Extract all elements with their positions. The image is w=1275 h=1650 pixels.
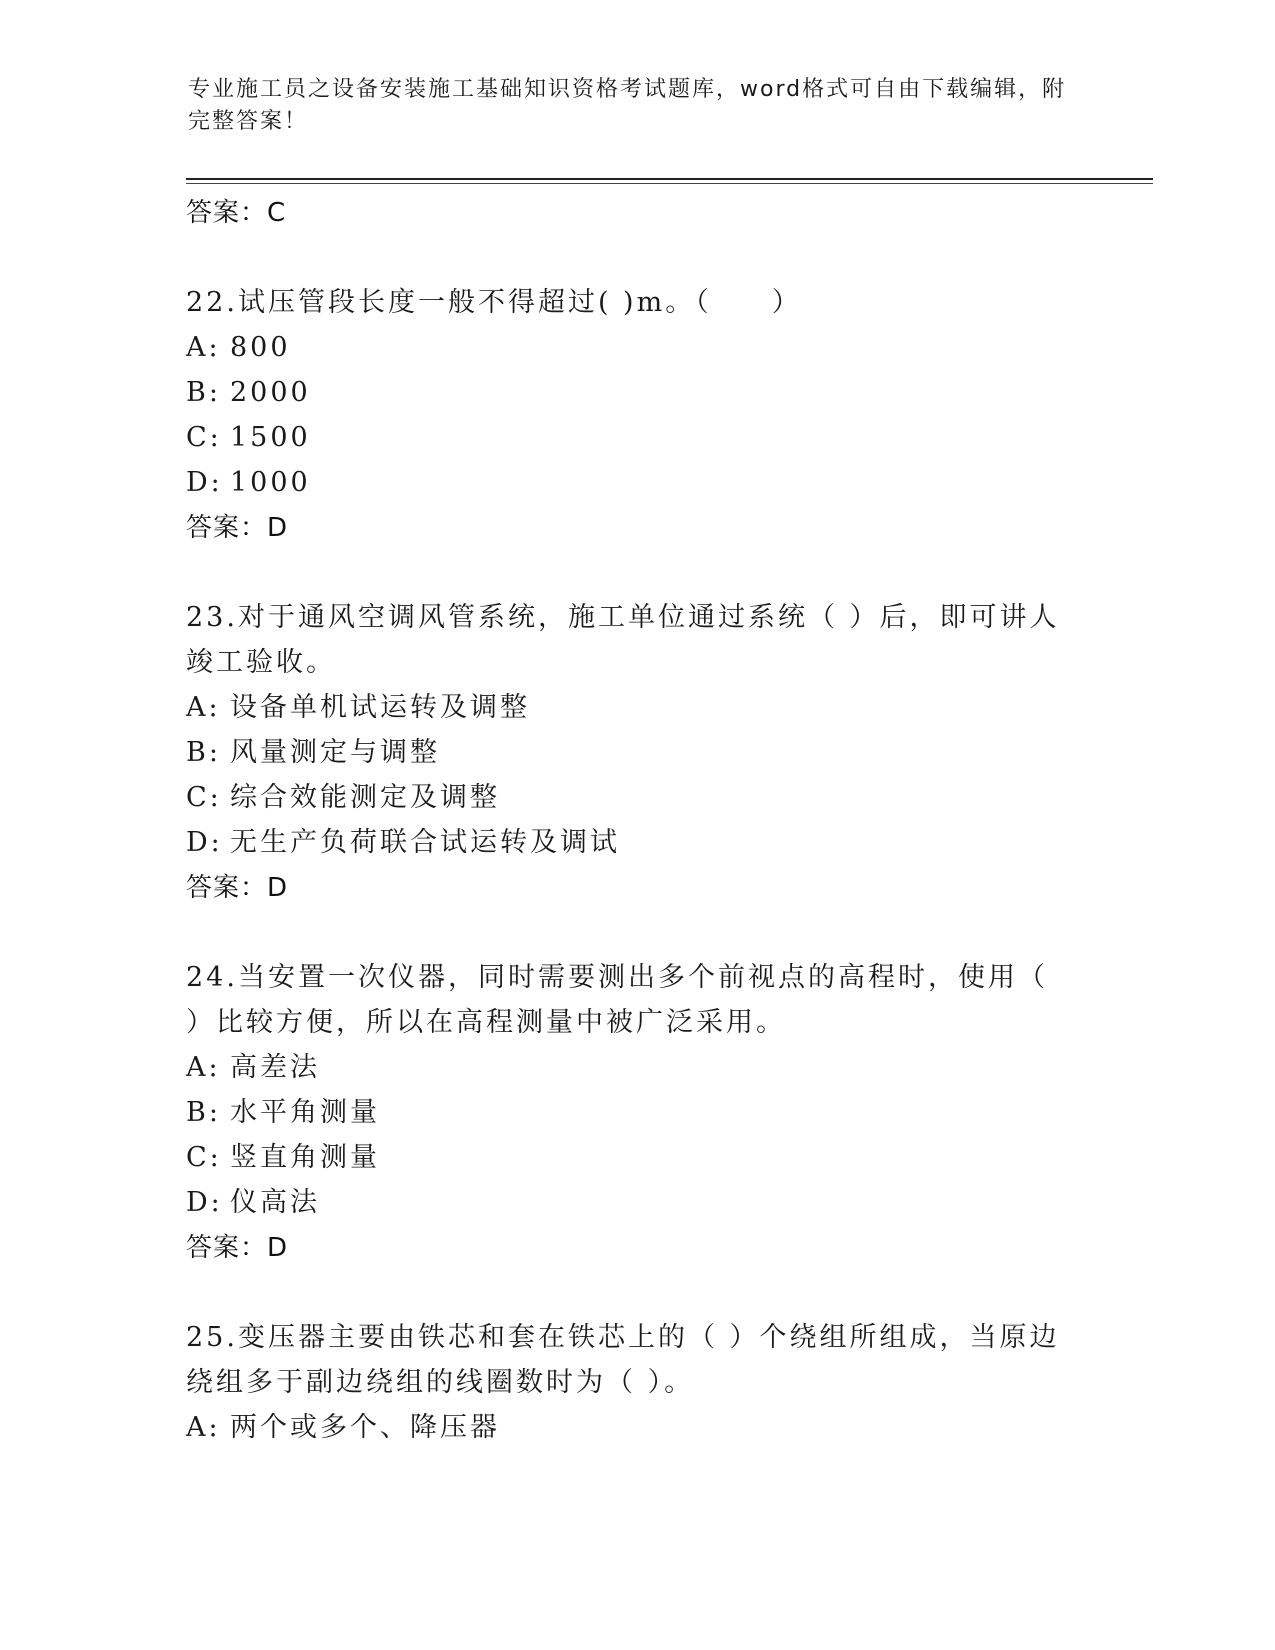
question-item bbox=[186, 955, 1086, 1271]
option-text: 综合效能测定及调整 bbox=[230, 782, 500, 813]
header-divider bbox=[186, 178, 1153, 180]
document-body bbox=[186, 190, 1086, 1450]
option-text: 仪高法 bbox=[230, 1187, 320, 1218]
option-text: 无生产负荷联合试运转及调试 bbox=[230, 827, 620, 858]
option-row bbox=[186, 1045, 1086, 1090]
option-text: 2000 bbox=[230, 377, 311, 408]
header-divider-secondary bbox=[186, 183, 1153, 184]
option-key: D: bbox=[186, 1187, 223, 1218]
option-key: D: bbox=[186, 467, 223, 498]
question-item bbox=[186, 595, 1086, 911]
option-text: 竖直角测量 bbox=[230, 1142, 380, 1173]
option-row bbox=[186, 730, 1086, 775]
answer-line: 答案：D bbox=[186, 513, 289, 543]
question-item bbox=[186, 280, 1086, 551]
option-row bbox=[186, 1405, 1086, 1450]
option-row bbox=[186, 415, 1086, 460]
option-key: A: bbox=[186, 332, 221, 363]
page-header: 专业施工员之设备安装施工基础知识资格考试题库，word格式可自由下载编辑，附完整答案！ bbox=[188, 77, 1067, 134]
option-key: B: bbox=[186, 1097, 221, 1128]
option-text: 高差法 bbox=[230, 1052, 320, 1083]
option-row bbox=[186, 1135, 1086, 1180]
question-item bbox=[186, 1315, 1086, 1450]
option-text: 水平角测量 bbox=[230, 1097, 380, 1128]
option-key: C: bbox=[186, 422, 222, 453]
option-key: A: bbox=[186, 692, 221, 723]
option-text: 1500 bbox=[230, 422, 311, 453]
option-text: 800 bbox=[230, 332, 291, 363]
option-key: D: bbox=[186, 827, 223, 858]
option-row bbox=[186, 325, 1086, 370]
option-key: C: bbox=[186, 1142, 222, 1173]
option-text: 两个或多个、降压器 bbox=[230, 1412, 500, 1443]
option-row bbox=[186, 685, 1086, 730]
option-key: B: bbox=[186, 737, 221, 768]
option-row bbox=[186, 1090, 1086, 1135]
option-row bbox=[186, 460, 1086, 505]
option-row bbox=[186, 775, 1086, 820]
question-text: 22.试压管段长度一般不得超过( )m。（ ） bbox=[186, 287, 802, 318]
option-key: A: bbox=[186, 1412, 221, 1443]
option-key: B: bbox=[186, 377, 221, 408]
answer-line: 答案：D bbox=[186, 873, 289, 903]
answer-line: 答案：C bbox=[186, 198, 287, 228]
answer-line: 答案：D bbox=[186, 1233, 289, 1263]
question-text: 24.当安置一次仪器，同时需要测出多个前视点的高程时，使用（ ）比较方便，所以在高程测量中被广泛采用。 bbox=[186, 962, 1048, 1038]
option-text: 1000 bbox=[230, 467, 311, 498]
option-key: A: bbox=[186, 1052, 221, 1083]
option-row bbox=[186, 370, 1086, 415]
question-text: 23.对于通风空调风管系统，施工单位通过系统（ ）后，即可讲人竣工验收。 bbox=[186, 602, 1060, 678]
option-row bbox=[186, 820, 1086, 865]
question-list bbox=[186, 280, 1086, 1450]
option-row bbox=[186, 1180, 1086, 1225]
option-text: 风量测定与调整 bbox=[230, 737, 440, 768]
option-text: 设备单机试运转及调整 bbox=[230, 692, 530, 723]
question-text: 25.变压器主要由铁芯和套在铁芯上的（ ）个绕组所组成，当原边绕组多于副边绕组的线圈数时为（ ）。 bbox=[186, 1322, 1060, 1398]
option-key: C: bbox=[186, 782, 222, 813]
